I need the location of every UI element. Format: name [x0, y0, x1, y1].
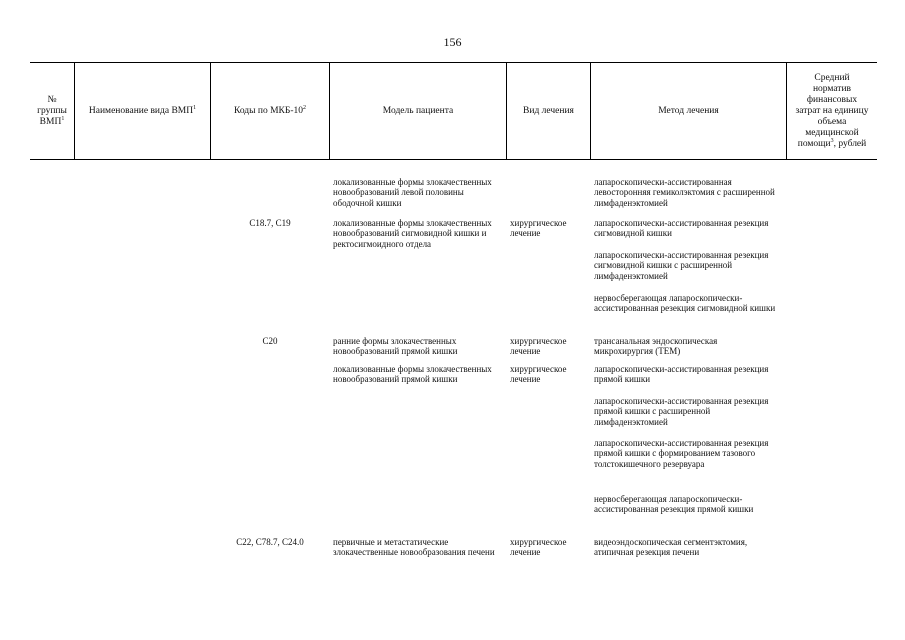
page-number: 156: [443, 35, 462, 49]
header-group-number: № группы ВМП$^1$: [37, 94, 67, 127]
treatment-type: хирургическое лечение: [510, 336, 567, 357]
treatment-method: лапароскопически-ассистированная резекция прямой кишки с формированием тазового толстокишечного резервуара: [594, 438, 769, 469]
patient-model: ранние формы злокачественных новообразований прямой кишки: [333, 336, 458, 357]
treatment-method: нервосберегающая лапароскопически-ассистированная резекция прямой кишки: [594, 494, 754, 515]
treatment-type: хирургическое лечение: [510, 218, 567, 239]
patient-model: первичные и метастатические злокачественные новообразования печени: [333, 537, 495, 558]
header-treatment-method: Метод лечения: [658, 105, 719, 116]
icd-code: C18.7, C19: [249, 218, 291, 228]
patient-model: локализованные формы злокачественных новообразований сигмовидной кишки и ректосигмоидного отдела: [333, 218, 492, 249]
treatment-method: лапароскопически-ассистированная резекция прямой кишки с расширенной лимфаденэктомией: [594, 396, 769, 427]
header-cost-standard: Средний норматив финансовых затрат на единицу объема медицинской помощи$^3$, рублей: [795, 72, 869, 149]
table-header: [30, 62, 877, 160]
treatment-method: трансанальная эндоскопическая микрохирургия (ТЕМ): [594, 336, 718, 357]
treatment-method: нервосберегающая лапароскопически-ассистированная резекция сигмовидной кишки: [594, 293, 776, 314]
treatment-method: лапароскопически-ассистированная левосторонняя гемиколэктомия с расширенной лимфаденэктомией: [594, 177, 775, 208]
header-treatment-type: Вид лечения: [523, 105, 574, 116]
header-icd-codes: Коды по МКБ-$10^2$: [233, 104, 307, 116]
patient-model: локализованные формы злокачественных новообразований левой половины ободочной кишки: [333, 177, 492, 208]
treatment-method: лапароскопически-ассистированная резекция сигмовидной кишки с расширенной лимфаденэктомией: [594, 250, 769, 281]
treatment-method: лапароскопически-ассистированная резекция прямой кишки: [594, 364, 769, 385]
treatment-method: лапароскопически-ассистированная резекция сигмовидной кишки: [594, 218, 769, 239]
patient-model: локализованные формы злокачественных новообразований прямой кишки: [333, 364, 492, 385]
icd-code: C20: [262, 336, 278, 346]
treatment-method: видеоэндоскопическая сегментэктомия, атипичная резекция печени: [594, 537, 748, 558]
treatment-type: хирургическое лечение: [510, 364, 567, 385]
icd-code: C22, C78.7, C24.0: [236, 537, 304, 547]
header-patient-model: Модель пациента: [382, 105, 454, 116]
treatment-type: хирургическое лечение: [510, 537, 567, 558]
header-vmp-name: Наименование вида ВМП$^1$: [88, 104, 197, 116]
